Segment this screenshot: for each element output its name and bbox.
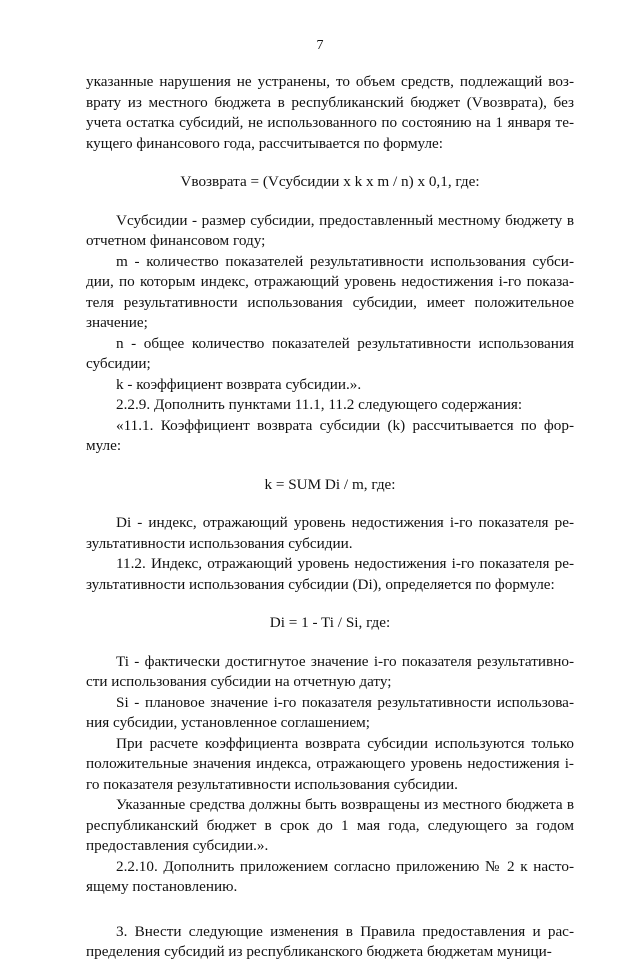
- paragraph: Di - индекс, отражающий уровень недостижения i-го показателя результативности использования субсидии.: [86, 514, 574, 552]
- paragraph: k - коэффициент возврата субсидии.».: [116, 375, 362, 393]
- paragraph: указанные нарушения не устранены, то объем средств, подлежащий возврату из местного бюджета в республиканский бюджет (Vвозврата), без учета остатка субсидий, не использованного по состоянию на 1 января текущего финансового года, рассчитывается по формуле:: [86, 73, 574, 152]
- page-number: 7: [316, 38, 324, 53]
- paragraph: Vсубсидии - размер субсидии, предоставленный местному бюджету в отчетном финансовом году;: [86, 211, 574, 249]
- paragraph: При расчете коэффициента возврата субсидии используются только положительные значения индекса, отражающего уровень недостижения i-го показателя результативности использования субсидии.: [86, 734, 574, 793]
- paragraph: Si - плановое значение i-го показателя результативности использования субсидии, установленное соглашением;: [86, 693, 574, 731]
- paragraph: 2.2.9. Дополнить пунктами 11.1, 11.2 следующего содержания:: [116, 396, 523, 413]
- paragraph: 2.2.10. Дополнить приложением согласно приложению № 2 к настоящему постановлению.: [86, 857, 574, 895]
- paragraph: «11.1. Коэффициент возврата субсидии (k) рассчитывается по формуле:: [86, 416, 574, 454]
- paragraph: 3. Внести следующие изменения в Правила предоставления и распределения субсидий из республиканского бюджета бюджетам муници-: [86, 922, 574, 960]
- formula-k: k = SUM Di / m, где:: [264, 475, 396, 493]
- formula-vvozvrata: Vвозврата = (Vсубсидии x k x m / n) x 0,1, где:: [180, 173, 480, 190]
- paragraph: 11.2. Индекс, отражающий уровень недостижения i-го показателя результативности использования субсидии (Di), определяется по формуле:: [86, 555, 574, 593]
- document-body: [86, 72, 574, 963]
- paragraph: m - количество показателей результативности использования субсидии, по которым индекс, отражающий уровень недостижения i-го показателя результативности использования субсидии, имеет положительное значение;: [86, 252, 574, 331]
- paragraph: Ti - фактически достигнутое значение i-го показателя результативности использования субсидии на отчетную дату;: [86, 652, 574, 690]
- paragraph: Указанные средства должны быть возвращены из местного бюджета в республиканский бюджет в срок до 1 мая года, следующего за годом предоставления субсидии.».: [86, 796, 574, 854]
- paragraph: n - общее количество показателей результативности использования субсидии;: [86, 334, 574, 372]
- formula-di: Di = 1 - Ti / Si, где:: [269, 614, 391, 631]
